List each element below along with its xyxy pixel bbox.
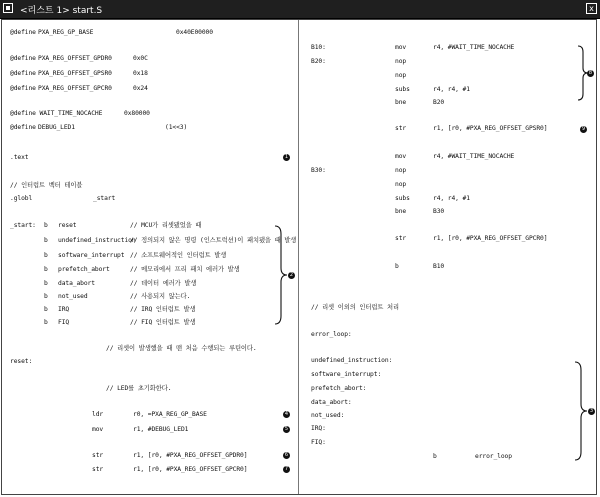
vector-target: not_used (58, 293, 88, 300)
callout-badge: 4 (284, 411, 289, 417)
vector-comment: // 소프트웨어적인 인터럽트 발생 (130, 252, 227, 259)
code-args: r1, [r0, #PXA_REG_OFFSET_GPDR0] (133, 452, 248, 459)
code-op: b (433, 453, 437, 460)
code-args: r1, [r0, #PXA_REG_OFFSET_GPCR0] (133, 466, 248, 473)
vector-op: b (44, 222, 48, 229)
code-args: B30 (433, 208, 445, 215)
column-divider (298, 20, 299, 494)
define-value: (1<<3) (165, 124, 188, 131)
vector-comment: // 데이터 에러가 발생 (130, 280, 197, 287)
define-name: PXA_REG_OFFSET_GPCR0 (38, 85, 112, 92)
text-directive: .text (10, 154, 29, 161)
vector-op: b (44, 306, 48, 313)
code-args: B10 (433, 263, 445, 270)
code-op: nop (395, 58, 407, 65)
code-op: str (395, 125, 407, 132)
b10-label: B10: (311, 44, 326, 51)
vector-op: b (44, 319, 48, 326)
callout-badge: 5 (284, 426, 289, 432)
code-args: r1, [r0, #PXA_REG_OFFSET_GPCR0] (433, 235, 548, 242)
vector-comment: // 메모리에서 프리 패치 에러가 발생 (130, 266, 240, 273)
code-args: r1, #DEBUG_LED1 (133, 426, 189, 433)
callout-badge: 7 (284, 466, 289, 472)
callout-badge: 9 (581, 126, 586, 132)
vector-target: IRQ (58, 306, 70, 313)
close-button[interactable]: x (586, 3, 597, 14)
vector-table-comment: // 인터럽트 벡터 테이블 (10, 182, 83, 189)
other-interrupt-comment: // 리셋 이외의 인터럽트 처리 (311, 304, 399, 311)
code-op: bne (395, 99, 407, 106)
code-op: b (395, 263, 399, 270)
vector-comment: // MCU가 리셋됐었을 때 (130, 222, 202, 229)
define-name: PXA_REG_OFFSET_GPDR0 (38, 55, 112, 62)
vector-target: prefetch_abort (58, 266, 110, 273)
code-op: mov (92, 426, 104, 433)
window-title: <리스트 1> start.S (20, 6, 103, 16)
code-op: str (92, 466, 104, 473)
handler-label: data_abort: (311, 399, 352, 406)
callout-badge: 3 (589, 408, 594, 414)
code-op: subs (395, 86, 410, 93)
handler-label: FIQ: (311, 439, 326, 446)
code-op: ldr (92, 411, 104, 418)
vector-op: b (44, 237, 48, 244)
globl-directive: .globl (10, 195, 33, 202)
vector-comment: // 정의되지 않은 명령 (인스트럭션)이 패치됐을 때 발생 (130, 237, 297, 244)
led-init-comment: // LED를 초기화한다. (106, 385, 172, 392)
define-value: 0x80000 (124, 110, 150, 117)
globl-symbol: _start (93, 195, 116, 202)
handler-label: undefined_instruction: (311, 357, 393, 364)
handler-label: not_used: (311, 412, 345, 419)
code-op: mov (395, 44, 407, 51)
define-keyword: @define (10, 70, 36, 77)
define-keyword: @define (10, 124, 36, 131)
define-keyword: @define (10, 55, 36, 62)
code-args: r0, =PXA_REG_GP_BASE (133, 411, 207, 418)
define-value: 0x40E00000 (176, 29, 213, 36)
vector-target: reset (58, 222, 77, 229)
vector-op: b (44, 266, 48, 273)
window-titlebar (0, 0, 600, 19)
handler-label: software_interrupt: (311, 371, 382, 378)
callout-badge: 1 (284, 154, 289, 160)
code-op: nop (395, 181, 407, 188)
b20-label: B20: (311, 58, 326, 65)
code-args: r4, r4, #1 (433, 195, 470, 202)
vector-target: software_interrupt (58, 252, 125, 259)
handler-label: prefetch_abort: (311, 385, 367, 392)
b30-label: B30: (311, 167, 326, 174)
code-op: bne (395, 208, 407, 215)
error-loop-label: error_loop: (311, 331, 352, 338)
define-value: 0x0C (133, 55, 148, 62)
reset-comment: // 리셋이 발생했을 때 맨 처음 수행되는 루틴이다. (106, 345, 257, 352)
callout-badge: 8 (588, 70, 593, 76)
start-label: _start: (10, 222, 36, 229)
window-icon (3, 3, 13, 13)
code-args: error_loop (475, 453, 512, 460)
vector-op: b (44, 252, 48, 259)
define-value: 0x18 (133, 70, 148, 77)
reset-label: reset: (10, 358, 33, 365)
code-args: r1, [r0, #PXA_REG_OFFSET_GPSR0] (433, 125, 548, 132)
vector-op: b (44, 280, 48, 287)
vector-target: data_abort (58, 280, 95, 287)
code-args: r4, #WAIT_TIME_NOCACHE (433, 153, 515, 160)
define-name: PXA_REG_GP_BASE (38, 29, 94, 36)
vector-comment: // 사용되지 않는다. (130, 293, 191, 300)
code-op: str (395, 235, 407, 242)
define-name: PXA_REG_OFFSET_GPSR0 (38, 70, 112, 77)
code-args: B20 (433, 99, 445, 106)
code-op: nop (395, 167, 407, 174)
define-keyword: @define (10, 29, 36, 36)
code-op: mov (395, 153, 407, 160)
vector-comment: // IRQ 인터럽트 발생 (130, 306, 196, 313)
callout-badge: 6 (284, 452, 289, 458)
define-keyword: @define (10, 85, 36, 92)
code-op: subs (395, 195, 410, 202)
code-args: r4, #WAIT_TIME_NOCACHE (433, 44, 515, 51)
define-wait: @define WAIT_TIME_NOCACHE (10, 110, 103, 117)
vector-comment: // FIQ 인터럽트 발생 (130, 319, 196, 326)
code-op: str (92, 452, 104, 459)
code-op: nop (395, 72, 407, 79)
code-args: r4, r4, #1 (433, 86, 470, 93)
vector-op: b (44, 293, 48, 300)
vector-target: undefined_instruction (58, 237, 136, 244)
handler-label: IRQ: (311, 425, 326, 432)
define-name: DEBUG_LED1 (38, 124, 75, 131)
define-value: 0x24 (133, 85, 148, 92)
callout-badge: 2 (289, 272, 294, 278)
vector-target: FIQ (58, 319, 70, 326)
